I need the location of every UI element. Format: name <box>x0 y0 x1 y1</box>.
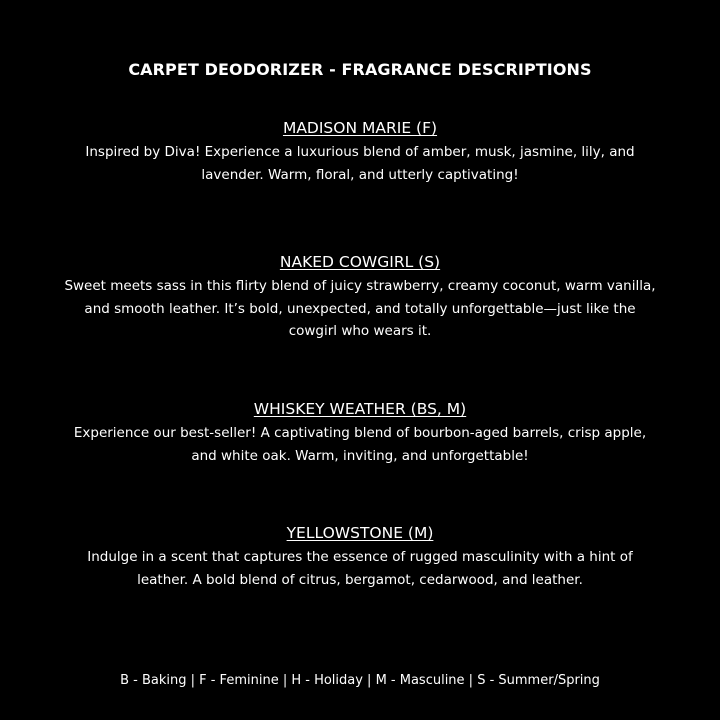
abbreviation-legend: B - Baking | F - Feminine | H - Holiday | M - Masculine | S - Summer/Spring <box>120 673 600 688</box>
fragrance-name: WHISKEY WEATHER (BS, M) <box>253 400 467 418</box>
fragrance-description: Experience our best-seller! A captivating blend of bourbon-aged barrels, crisp apple, and white oak. Warm, inviting, and unforgettable! <box>73 425 647 464</box>
fragrance-section-whiskey-weather <box>40 398 680 467</box>
fragrance-name: YELLOWSTONE (M) <box>286 524 434 542</box>
page-title: CARPET DEODORIZER - FRAGRANCE DESCRIPTIONS <box>128 60 592 79</box>
fragrance-section-madison-marie <box>40 117 680 186</box>
fragrance-section-yellowstone <box>40 522 680 591</box>
fragrance-section-naked-cowgirl <box>40 251 680 343</box>
fragrance-description: Inspired by Diva! Experience a luxurious blend of amber, musk, jasmine, lily, and lavender. Warm, floral, and utterly captivating! <box>85 144 635 183</box>
fragrance-name: NAKED COWGIRL (S) <box>279 253 441 271</box>
fragrance-description: Sweet meets sass in this flirty blend of juicy strawberry, creamy coconut, warm vanilla, and smooth leather. It’s bold, unexpected, and totally unforgettable—just like the cowgirl who wears it. <box>64 278 656 339</box>
fragrance-name: MADISON MARIE (F) <box>282 119 438 137</box>
fragrance-description: Indulge in a scent that captures the essence of rugged masculinity with a hint of leather. A bold blend of citrus, bergamot, cedarwood, and leather. <box>87 549 633 588</box>
